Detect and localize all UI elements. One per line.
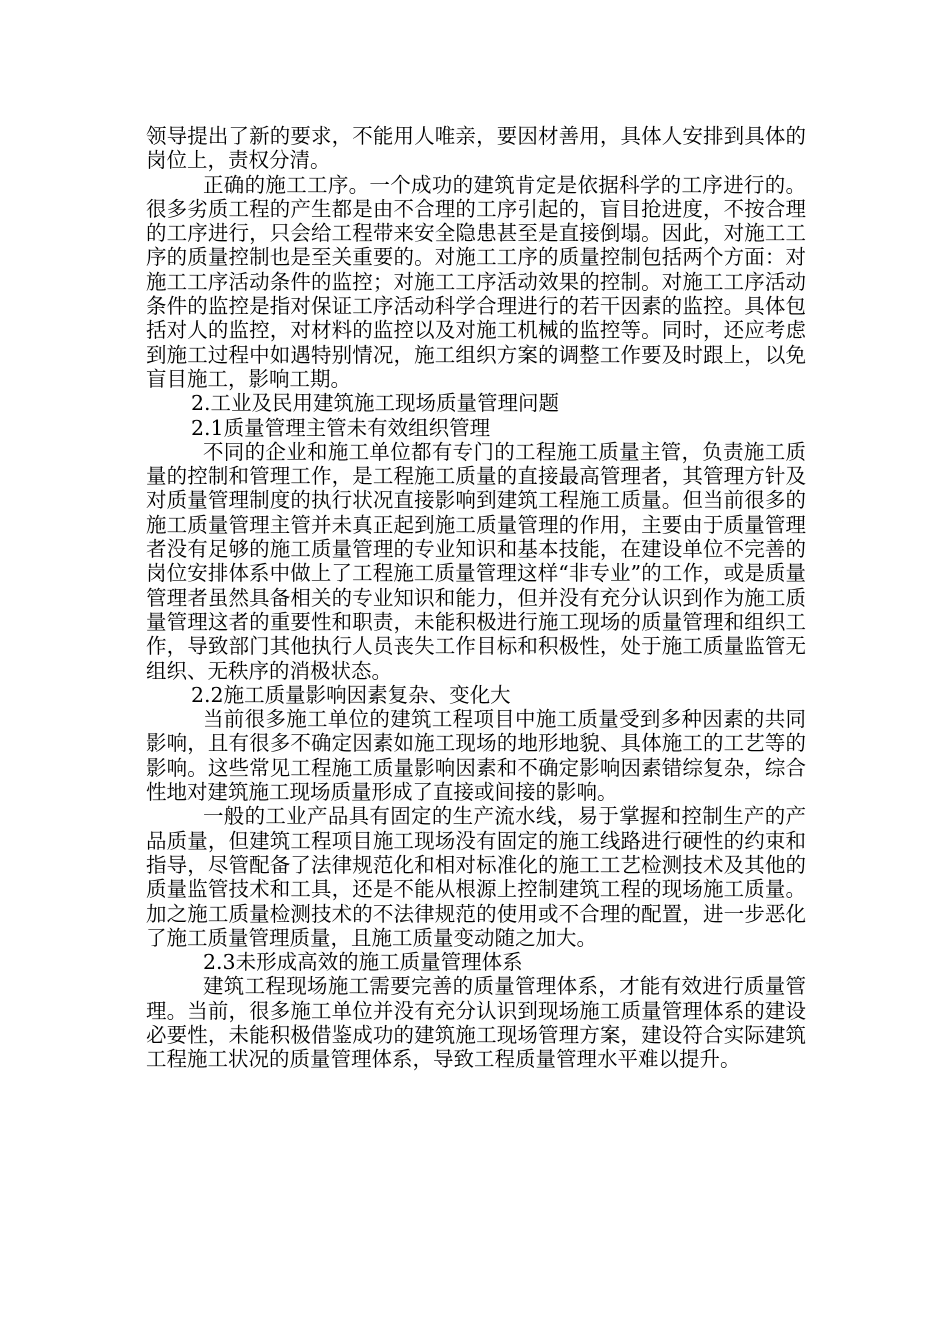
paragraph-1: 领导提出了新的要求，不能用人唯亲，要因材善用，具体人安排到具体的岗位上，责权分清。	[146, 124, 806, 173]
subsection-heading-2-3: 2.3未形成高效的施工质量管理体系	[203, 950, 523, 975]
section-heading-2: 2.工业及民用建筑施工现场质量管理问题	[191, 391, 560, 416]
subsection-heading-2-2: 2.2施工质量影响因素复杂、变化大	[191, 682, 511, 707]
paragraph-construction-sequence: 正确的施工工序。一个成功的建筑肯定是依据科学的工序进行的。很多劣质工程的产生都是由不合理的工序引起的，盲目抢进度，不按合理的工序进行，只会给工程带来安全隐患甚至是直接倒塌。因此，对施工工序的质量控制也是至关重要的。对施工工序的质量控制包括两个方面：对施工工序活动条件的监控；对施工工序活动效果的控制。对施工工序活动条件的监控是指对保证工序活动科学合理进行的若干因素的监控。具体包括对人的监控，对材料的监控以及对施工机械的监控等。同时，还应考虑到施工过程中如遇特别情况，施工组织方案的调整工作要及时跟上，以免盲目施工，影响工期。	[146, 172, 806, 391]
paragraph-2-2-b: 一般的工业产品具有固定的生产流水线，易于掌握和控制生产的产品质量，但建筑工程项目施工现场没有固定的施工线路进行硬性的约束和指导，尽管配备了法律规范化和相对标准化的施工工艺检测技术及其他的质量监管技术和工具，还是不能从根源上控制建筑工程的现场施工质量。加之施工质量检测技术的不法律规范的使用或不合理的配置，进一步恶化了施工质量管理质量，且施工质量变动随之加大。	[146, 804, 806, 950]
document-page	[146, 124, 806, 1072]
paragraph-2-3: 建筑工程现场施工需要完善的质量管理体系，才能有效进行质量管理。当前，很多施工单位并没有充分认识到现场施工质量管理体系的建设必要性，未能积极借鉴成功的建筑施工现场管理方案，建设符合实际建筑工程施工状况的质量管理体系，导致工程质量管理水平难以提升。	[146, 974, 806, 1072]
paragraph-2-1: 不同的企业和施工单位都有专门的工程施工质量主管，负责施工质量的控制和管理工作，是工程施工质量的直接最高管理者，其管理方针及对质量管理制度的执行状况直接影响到建筑工程施工质量。但当前很多的施工质量管理主管并未真正起到施工质量管理的作用，主要由于质量管理者没有足够的施工质量管理的专业知识和基本技能，在建设单位不完善的岗位安排体系中做上了工程施工质量管理这样“非专业”的工作，或是质量管理者虽然具备相关的专业知识和能力，但并没有充分认识到作为施工质量管理这者的重要性和职责，未能积极进行施工现场的质量管理和组织工作，导致部门其他执行人员丧失工作目标和积极性，处于施工质量监管无组织、无秩序的消极状态。	[146, 439, 806, 683]
subsection-heading-2-1: 2.1质量管理主管未有效组织管理	[191, 415, 491, 440]
paragraph-2-2-a: 当前很多施工单位的建筑工程项目中施工质量受到多种因素的共同影响，且有很多不确定因素如施工现场的地形地貌、具体施工的工艺等的影响。这些常见工程施工质量影响因素和不确定影响因素错综复杂，综合性地对建筑施工现场质量形成了直接或间接的影响。	[146, 707, 806, 805]
